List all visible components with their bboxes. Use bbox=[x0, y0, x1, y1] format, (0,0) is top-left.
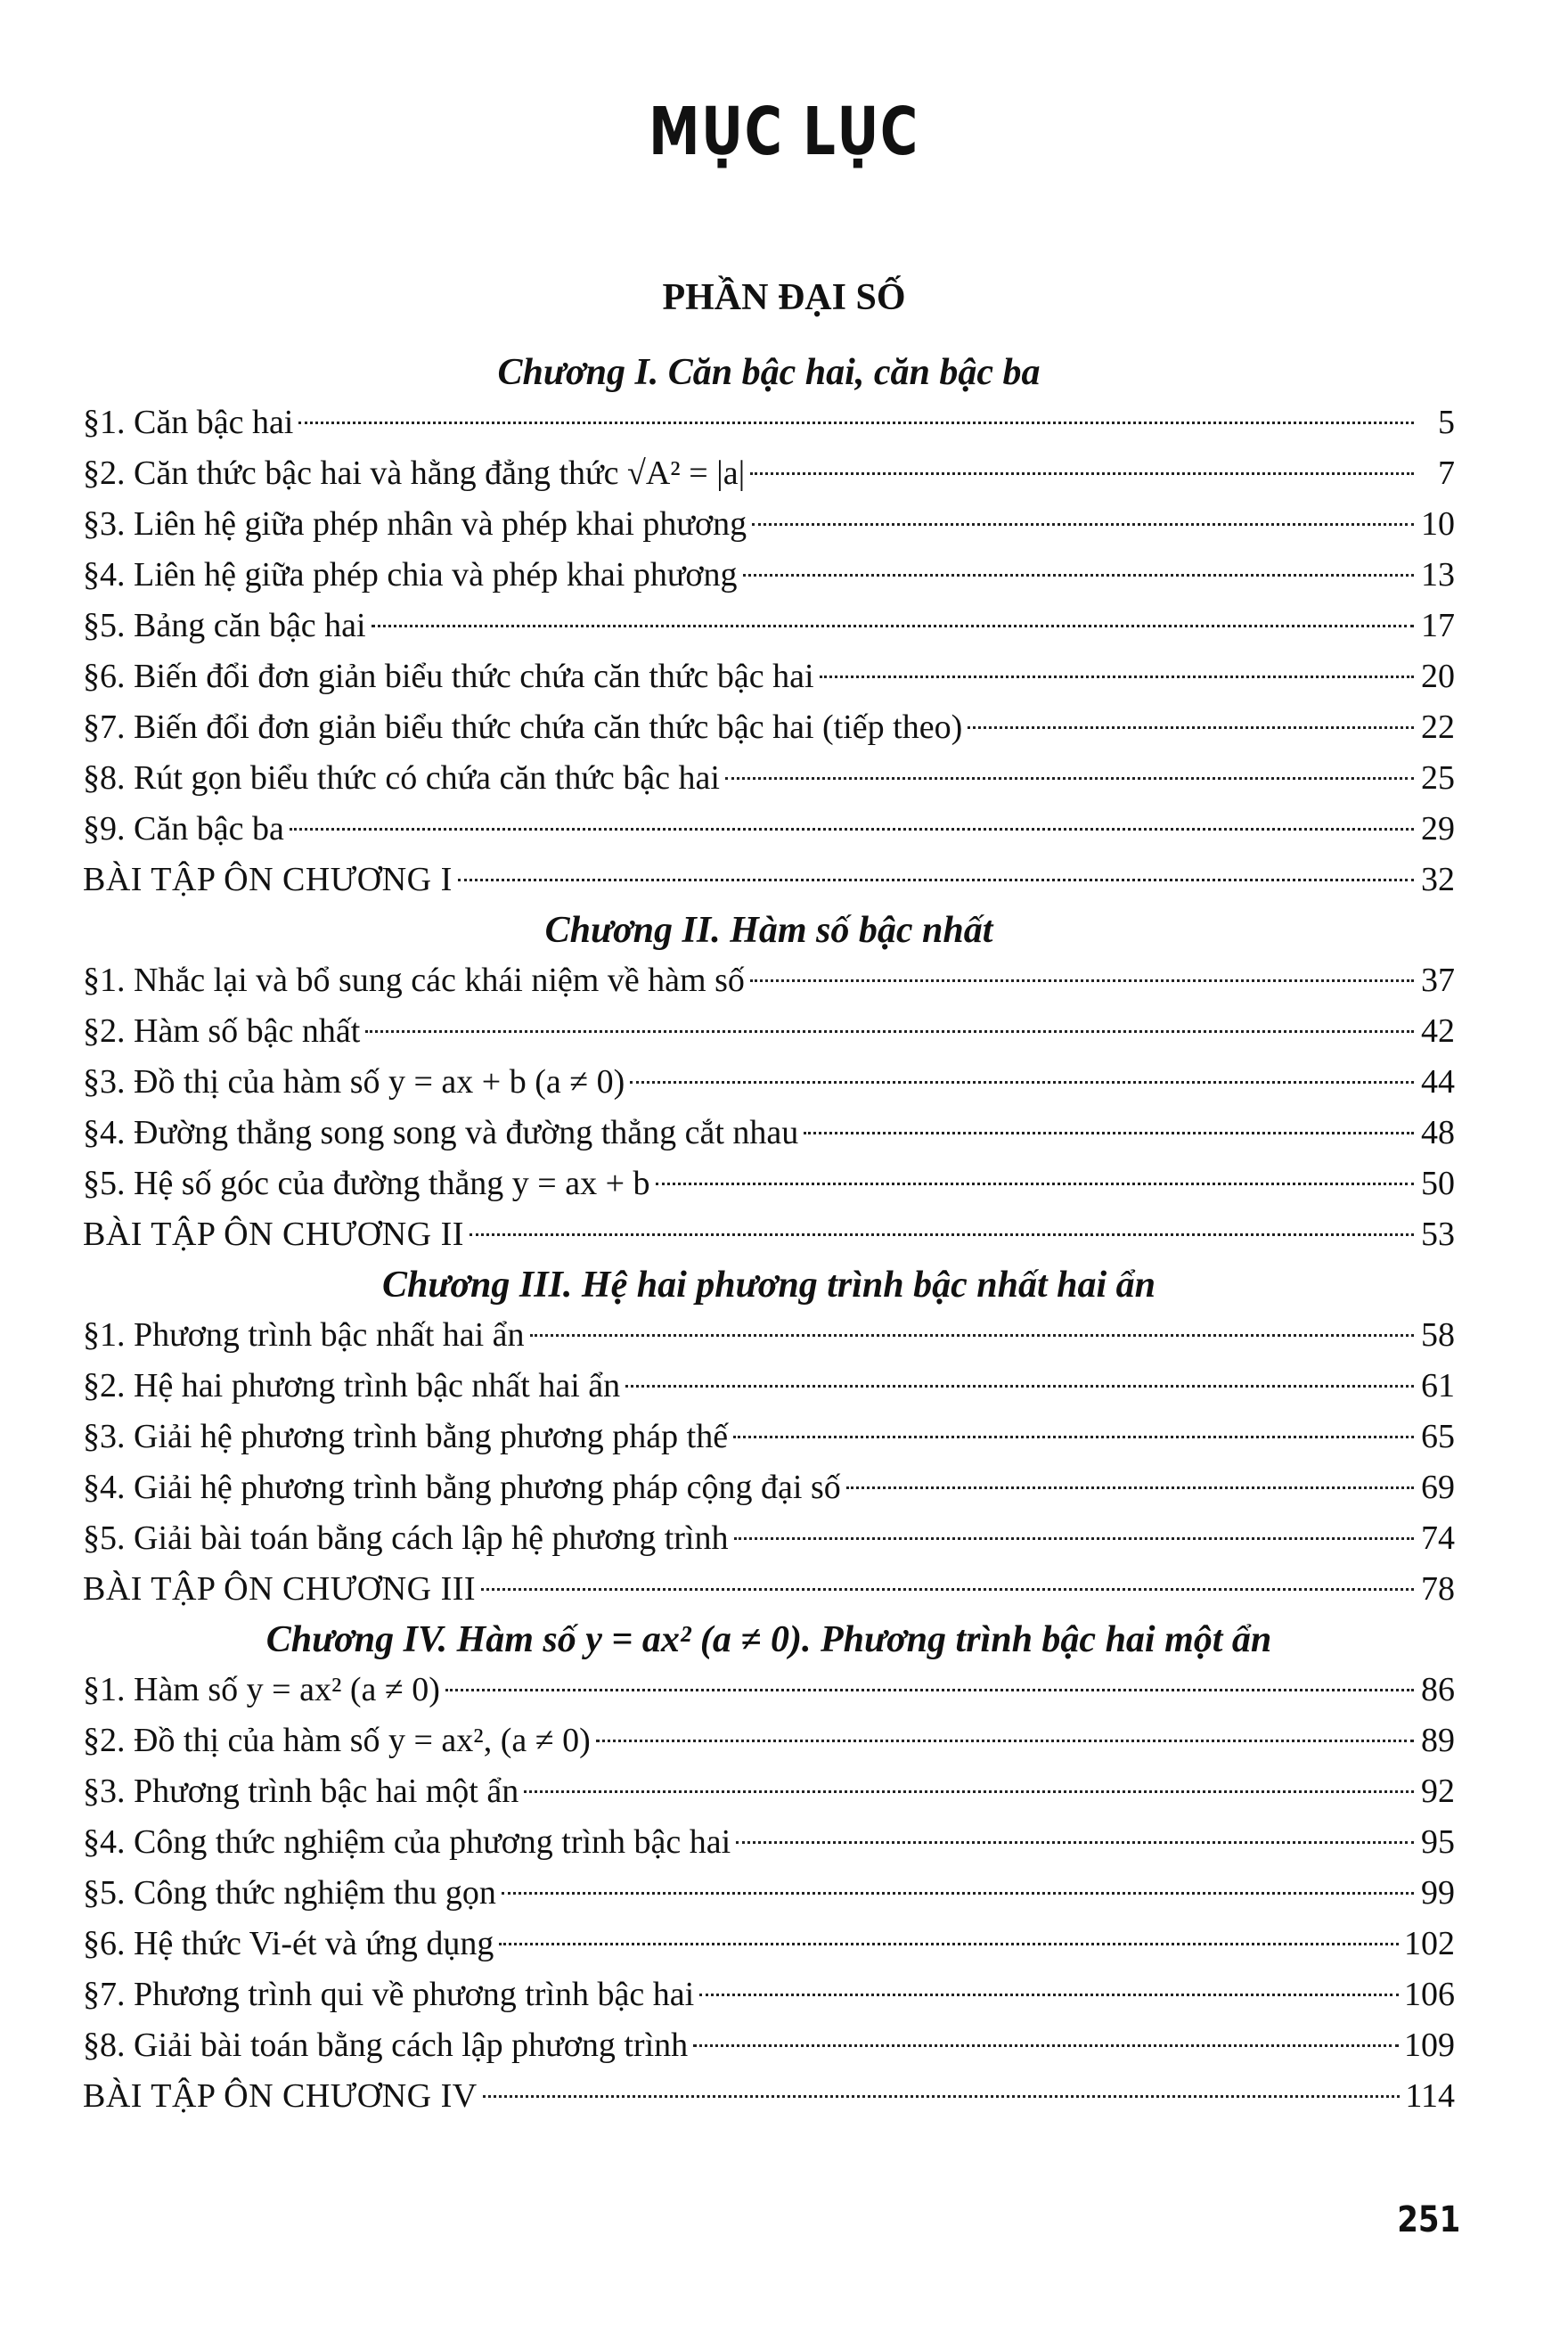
toc-entry-label: BÀI TẬP ÔN CHƯƠNG I bbox=[83, 861, 453, 898]
dot-leader bbox=[968, 726, 1414, 729]
toc-entry-label: §4. Giải hệ phương trình bằng phương pháp cộng đại số bbox=[83, 1469, 841, 1506]
toc-entry[interactable] bbox=[83, 1108, 1455, 1159]
toc-entry[interactable] bbox=[83, 1969, 1455, 2020]
dot-leader bbox=[820, 676, 1414, 678]
dot-leader bbox=[290, 828, 1414, 831]
toc-entry[interactable] bbox=[83, 753, 1455, 804]
toc-entry-label: §5. Giải bài toán bằng cách lập hệ phương trình bbox=[83, 1519, 729, 1557]
toc-entry[interactable] bbox=[83, 2071, 1455, 2122]
toc-entry-label: §6. Biến đổi đơn giản biểu thức chứa căn thức bậc hai bbox=[83, 658, 814, 695]
toc-entry-label: §4. Đường thẳng song song và đường thẳng cắt nhau bbox=[83, 1114, 799, 1151]
dot-leader bbox=[752, 523, 1414, 526]
toc-entry-label: §3. Phương trình bậc hai một ẩn bbox=[83, 1773, 519, 1810]
toc-entry[interactable] bbox=[83, 1361, 1455, 1412]
toc-entry-page: 95 bbox=[1421, 1823, 1455, 1861]
dot-leader bbox=[445, 1689, 1414, 1691]
dot-leader bbox=[846, 1486, 1414, 1489]
dot-leader bbox=[725, 777, 1414, 780]
toc-entry[interactable] bbox=[83, 702, 1455, 753]
toc-entry-label: §5. Hệ số góc của đường thẳng y = ax + b bbox=[83, 1165, 650, 1202]
dot-leader bbox=[481, 1588, 1414, 1591]
toc-entry[interactable] bbox=[83, 1665, 1455, 1716]
toc-entry-page: 22 bbox=[1421, 708, 1455, 746]
toc-entry-label: BÀI TẬP ÔN CHƯƠNG IV bbox=[83, 2077, 478, 2115]
dot-leader bbox=[750, 979, 1414, 982]
dot-leader bbox=[625, 1385, 1414, 1388]
toc-entry-label: BÀI TẬP ÔN CHƯƠNG III bbox=[83, 1570, 477, 1608]
toc-entry-label: §2. Hệ hai phương trình bậc nhất hai ẩn bbox=[83, 1367, 621, 1404]
toc-entry[interactable] bbox=[83, 1209, 1455, 1260]
toc-entry-page: 32 bbox=[1421, 861, 1455, 898]
toc-entry[interactable] bbox=[83, 1716, 1455, 1766]
toc-entry-label: §3. Đồ thị của hàm số y = ax + b (a ≠ 0) bbox=[83, 1063, 625, 1101]
toc-entry[interactable] bbox=[83, 448, 1455, 499]
toc-entry-page: 69 bbox=[1421, 1469, 1455, 1506]
toc-entry[interactable] bbox=[83, 1868, 1455, 1919]
toc-entry-label: §8. Rút gọn biểu thức có chứa căn thức bậc hai bbox=[83, 759, 720, 797]
toc-entry[interactable] bbox=[83, 1006, 1455, 1057]
toc-entry[interactable] bbox=[83, 1919, 1455, 1969]
toc-entry-label: §5. Bảng căn bậc hai bbox=[83, 607, 366, 644]
dot-leader bbox=[693, 2044, 1399, 2047]
toc-entry-page: 29 bbox=[1421, 810, 1455, 848]
toc-entry-label: §1. Căn bậc hai bbox=[83, 404, 294, 441]
dot-leader bbox=[499, 1943, 1399, 1945]
toc-entry-page: 106 bbox=[1404, 1976, 1455, 2013]
toc-entry-label: §1. Hàm số y = ax² (a ≠ 0) bbox=[83, 1671, 440, 1708]
toc-entry[interactable] bbox=[83, 499, 1455, 550]
toc-entry-page: 58 bbox=[1421, 1316, 1455, 1354]
toc-entry[interactable] bbox=[83, 804, 1455, 855]
toc-entry-page: 42 bbox=[1421, 1012, 1455, 1050]
toc-entry-page: 99 bbox=[1421, 1874, 1455, 1912]
toc-entry-page: 61 bbox=[1421, 1367, 1455, 1404]
dot-leader bbox=[530, 1334, 1414, 1337]
toc-entry-page: 5 bbox=[1438, 404, 1455, 441]
dot-leader bbox=[804, 1132, 1414, 1134]
toc-entry-label: BÀI TẬP ÔN CHƯƠNG II bbox=[83, 1216, 464, 1253]
toc-entry-page: 13 bbox=[1421, 556, 1455, 594]
toc-entry-label: §7. Biến đổi đơn giản biểu thức chứa căn thức bậc hai (tiếp theo) bbox=[83, 708, 963, 746]
toc-entry[interactable] bbox=[83, 601, 1455, 651]
toc-entry-page: 50 bbox=[1421, 1165, 1455, 1202]
toc-entry-page: 48 bbox=[1421, 1114, 1455, 1151]
dot-leader bbox=[743, 574, 1414, 577]
toc-entry[interactable] bbox=[83, 1159, 1455, 1209]
toc-entry[interactable] bbox=[83, 1513, 1455, 1564]
dot-leader bbox=[458, 879, 1414, 881]
table-of-contents bbox=[83, 348, 1455, 2122]
toc-entry[interactable] bbox=[83, 1310, 1455, 1361]
toc-entry-label: §2. Hàm số bậc nhất bbox=[83, 1012, 361, 1050]
toc-entry[interactable] bbox=[83, 1817, 1455, 1868]
chapter-heading: Chương III. Hệ hai phương trình bậc nhất hai ẩn bbox=[381, 1265, 1156, 1306]
chapter-heading: Chương I. Căn bậc hai, căn bậc ba bbox=[497, 352, 1041, 393]
toc-entry-page: 17 bbox=[1421, 607, 1455, 644]
toc-entry[interactable] bbox=[83, 1564, 1455, 1615]
dot-leader bbox=[699, 1994, 1399, 1996]
toc-entry-label: §1. Phương trình bậc nhất hai ẩn bbox=[83, 1316, 525, 1354]
dot-leader bbox=[298, 422, 1414, 424]
toc-entry-page: 89 bbox=[1421, 1722, 1455, 1759]
toc-entry-page: 92 bbox=[1421, 1773, 1455, 1810]
toc-entry-label: §1. Nhắc lại và bổ sung các khái niệm về hàm số bbox=[83, 962, 745, 999]
dot-leader bbox=[736, 1841, 1414, 1844]
toc-entry-page: 44 bbox=[1421, 1063, 1455, 1101]
dot-leader bbox=[483, 2095, 1401, 2098]
dot-leader bbox=[750, 472, 1414, 475]
page-number: 251 bbox=[1396, 2199, 1460, 2240]
dot-leader bbox=[656, 1183, 1414, 1185]
toc-entry[interactable] bbox=[83, 651, 1455, 702]
toc-entry[interactable] bbox=[83, 955, 1455, 1006]
dot-leader bbox=[630, 1081, 1414, 1084]
toc-entry-page: 20 bbox=[1421, 658, 1455, 695]
toc-entry-label: §2. Căn thức bậc hai và hằng đẳng thức √A² = |a| bbox=[83, 454, 746, 492]
chapter-heading: Chương II. Hàm số bậc nhất bbox=[544, 910, 993, 951]
dot-leader bbox=[733, 1436, 1414, 1438]
toc-entry-label: §8. Giải bài toán bằng cách lập phương trình bbox=[83, 2027, 689, 2064]
dot-leader bbox=[524, 1790, 1414, 1793]
toc-entry-label: §2. Đồ thị của hàm số y = ax², (a ≠ 0) bbox=[83, 1722, 591, 1759]
toc-entry[interactable] bbox=[83, 1412, 1455, 1462]
dot-leader bbox=[470, 1233, 1414, 1236]
toc-entry-page: 86 bbox=[1421, 1671, 1455, 1708]
toc-entry[interactable] bbox=[83, 1057, 1455, 1108]
page-title: MỤC LỤC bbox=[649, 94, 919, 170]
toc-entry-label: §4. Liên hệ giữa phép chia và phép khai phương bbox=[83, 556, 738, 594]
toc-entry[interactable] bbox=[83, 550, 1455, 601]
toc-entry[interactable] bbox=[83, 2020, 1455, 2071]
toc-entry-page: 7 bbox=[1438, 454, 1455, 492]
toc-entry-label: §7. Phương trình qui về phương trình bậc hai bbox=[83, 1976, 695, 2013]
toc-entry-label: §3. Giải hệ phương trình bằng phương pháp thế bbox=[83, 1418, 729, 1455]
part-title: PHẦN ĐẠI SỐ bbox=[662, 277, 906, 318]
dot-leader bbox=[372, 625, 1414, 627]
dot-leader bbox=[502, 1892, 1414, 1895]
toc-entry-page: 53 bbox=[1421, 1216, 1455, 1253]
toc-entry-page: 37 bbox=[1421, 962, 1455, 999]
toc-entry-label: §5. Công thức nghiệm thu gọn bbox=[83, 1874, 496, 1912]
toc-entry-label: §4. Công thức nghiệm của phương trình bậc hai bbox=[83, 1823, 731, 1861]
toc-entry-label: §9. Căn bậc ba bbox=[83, 810, 284, 848]
toc-entry-page: 25 bbox=[1421, 759, 1455, 797]
toc-entry-page: 102 bbox=[1404, 1925, 1455, 1962]
toc-entry[interactable] bbox=[83, 397, 1455, 448]
toc-entry[interactable] bbox=[83, 1462, 1455, 1513]
toc-entry-page: 78 bbox=[1421, 1570, 1455, 1608]
toc-entry-page: 65 bbox=[1421, 1418, 1455, 1455]
toc-entry-page: 10 bbox=[1421, 505, 1455, 543]
dot-leader bbox=[365, 1030, 1414, 1033]
toc-entry-label: §6. Hệ thức Vi-ét và ứng dụng bbox=[83, 1925, 494, 1962]
dot-leader bbox=[734, 1537, 1415, 1540]
toc-entry-page: 74 bbox=[1421, 1519, 1455, 1557]
toc-entry[interactable] bbox=[83, 855, 1455, 905]
toc-entry-page: 109 bbox=[1404, 2027, 1455, 2064]
toc-entry-page: 114 bbox=[1405, 2077, 1455, 2115]
toc-entry[interactable] bbox=[83, 1766, 1455, 1817]
dot-leader bbox=[596, 1740, 1414, 1742]
chapter-heading: Chương IV. Hàm số y = ax² (a ≠ 0). Phương trình bậc hai một ẩn bbox=[265, 1619, 1272, 1660]
toc-entry-label: §3. Liên hệ giữa phép nhân và phép khai phương bbox=[83, 505, 747, 543]
